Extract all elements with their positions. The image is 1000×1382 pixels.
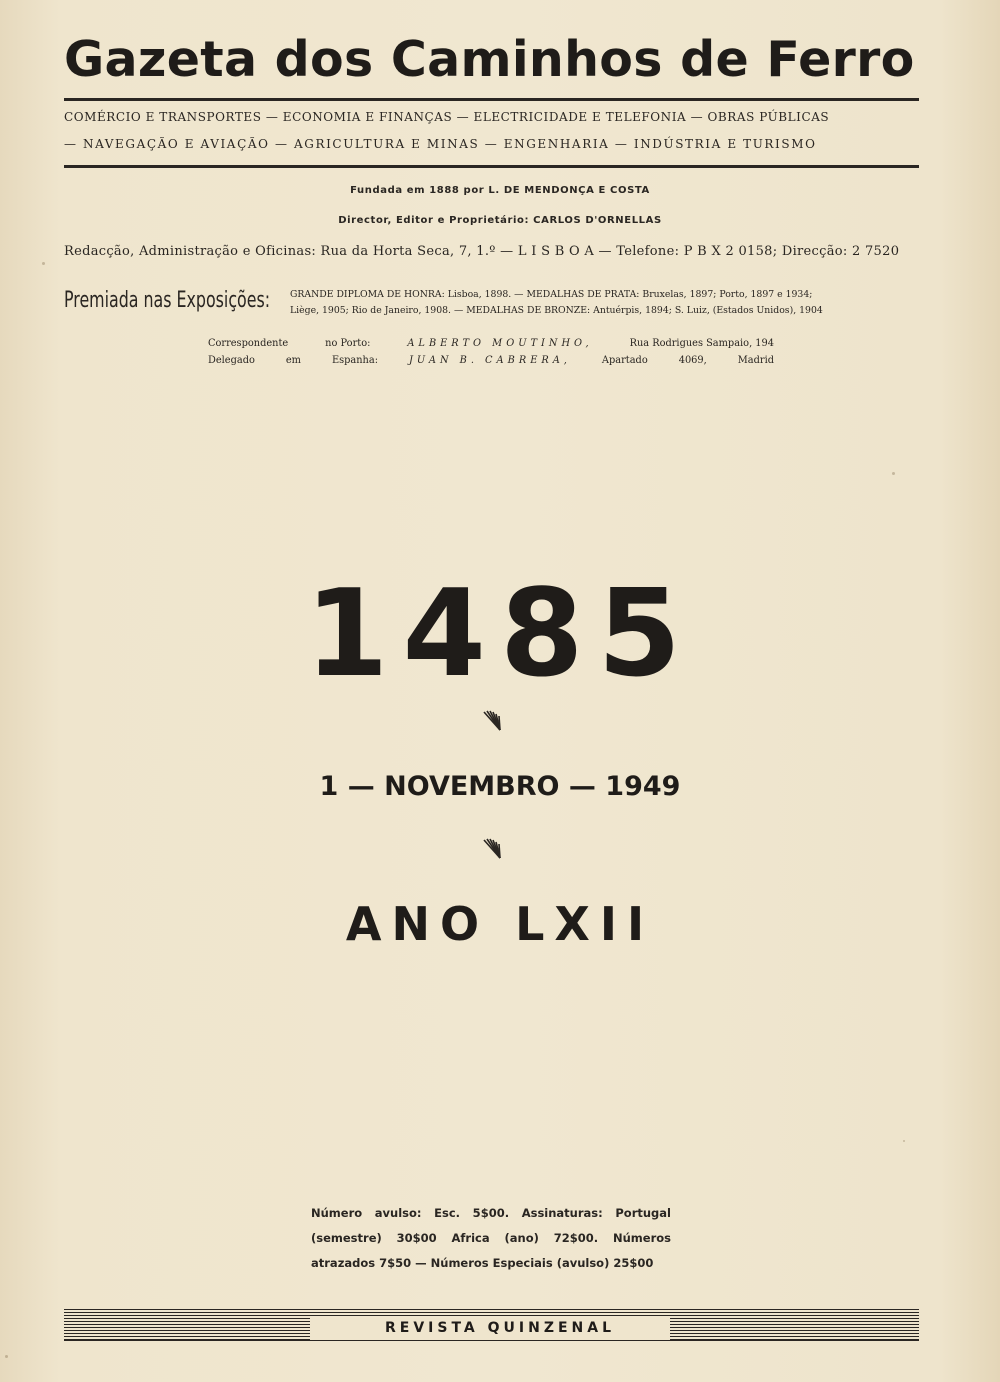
topics-line-1 (64, 109, 919, 125)
delegate-address-a: Apartado (601, 355, 648, 366)
fan-ornament-icon (478, 708, 522, 732)
paper-speck (903, 1140, 905, 1142)
premiada-label: Premiada nas Exposições: (64, 288, 271, 313)
delegate-label-a: Delegado (208, 355, 255, 366)
delegate-name: JUAN B. CABRERA, (408, 355, 571, 366)
topics-line-2-text: — NAVEGAÇÃO E AVIAÇÃO — AGRICULTURA E MINAS — ENGENHARIA — INDÚSTRIA E TURISMO (64, 137, 817, 151)
fan-ornament-icon (478, 836, 522, 860)
address-line: Redacção, Administração e Oficinas: Rua da Horta Seca, 7, 1.º — L I S B O A — Telefone: P B X 2 0158; Direcção: 2 7520 (64, 244, 900, 259)
correspondent-name: ALBERTO MOUTINHO, (407, 338, 593, 349)
delegate-line (208, 355, 774, 366)
delegate-label-b: em (285, 355, 301, 366)
prices-block: Número avulso: Esc. 5$00. Assinaturas: Portugal (semestre) 30$00 Africa (ano) 72$00. Números atrazados 7$50 — Números Especiais (avulso) 25$00 (311, 1206, 671, 1270)
masthead-rule-bottom (64, 165, 919, 168)
issue-date: 1 — NOVEMBRO — 1949 (319, 771, 681, 802)
premiada-awards-line-1: GRANDE DIPLOMA DE HONRA: Lisboa, 1898. — MEDALHAS DE PRATA: Bruxelas, 1897; Porto, 1897 e 1934; (290, 289, 813, 300)
masthead-rule-top (64, 98, 919, 101)
footer-rule (64, 1315, 919, 1316)
footer-rule (64, 1312, 919, 1313)
director-line: Director, Editor e Proprietário: CARLOS D'ORNELLAS (338, 215, 662, 226)
correspondent-line (208, 338, 774, 349)
masthead-title: Gazeta dos Caminhos de Ferro (64, 31, 915, 88)
paper-speck (5, 1355, 8, 1358)
footer-label: REVISTA QUINZENAL (384, 1320, 616, 1336)
delegate-address-c: Madrid (737, 355, 774, 366)
year-label: ANO LXII (345, 897, 655, 951)
topics-line-1-text: COMÉRCIO E TRANSPORTES — ECONOMIA E FINANÇAS — ELECTRICIDADE E TELEFONIA — OBRAS PÚBLICAS (64, 110, 830, 124)
founded-line: Fundada em 1888 por L. DE MENDONÇA E COSTA (350, 185, 650, 196)
delegate-address-b: 4069, (678, 355, 707, 366)
issue-number: 1485 (305, 565, 695, 704)
correspondent-label-a: Correspondente (208, 338, 289, 349)
footer-rule (64, 1309, 919, 1310)
correspondent-label-b: no Porto: (325, 338, 371, 349)
premiada-awards-line-2: Liège, 1905; Rio de Janeiro, 1908. — MEDALHAS DE BRONZE: Antuérpis, 1894; S. Luiz, (Estados Unidos), 1904 (290, 305, 823, 316)
topics-line-2 (64, 136, 919, 152)
paper-speck (892, 472, 895, 475)
correspondent-address: Rua Rodrigues Sampaio, 194 (629, 338, 774, 349)
delegate-label-c: Espanha: (331, 355, 378, 366)
premiada-awards (290, 287, 920, 319)
paper-speck (42, 262, 45, 265)
